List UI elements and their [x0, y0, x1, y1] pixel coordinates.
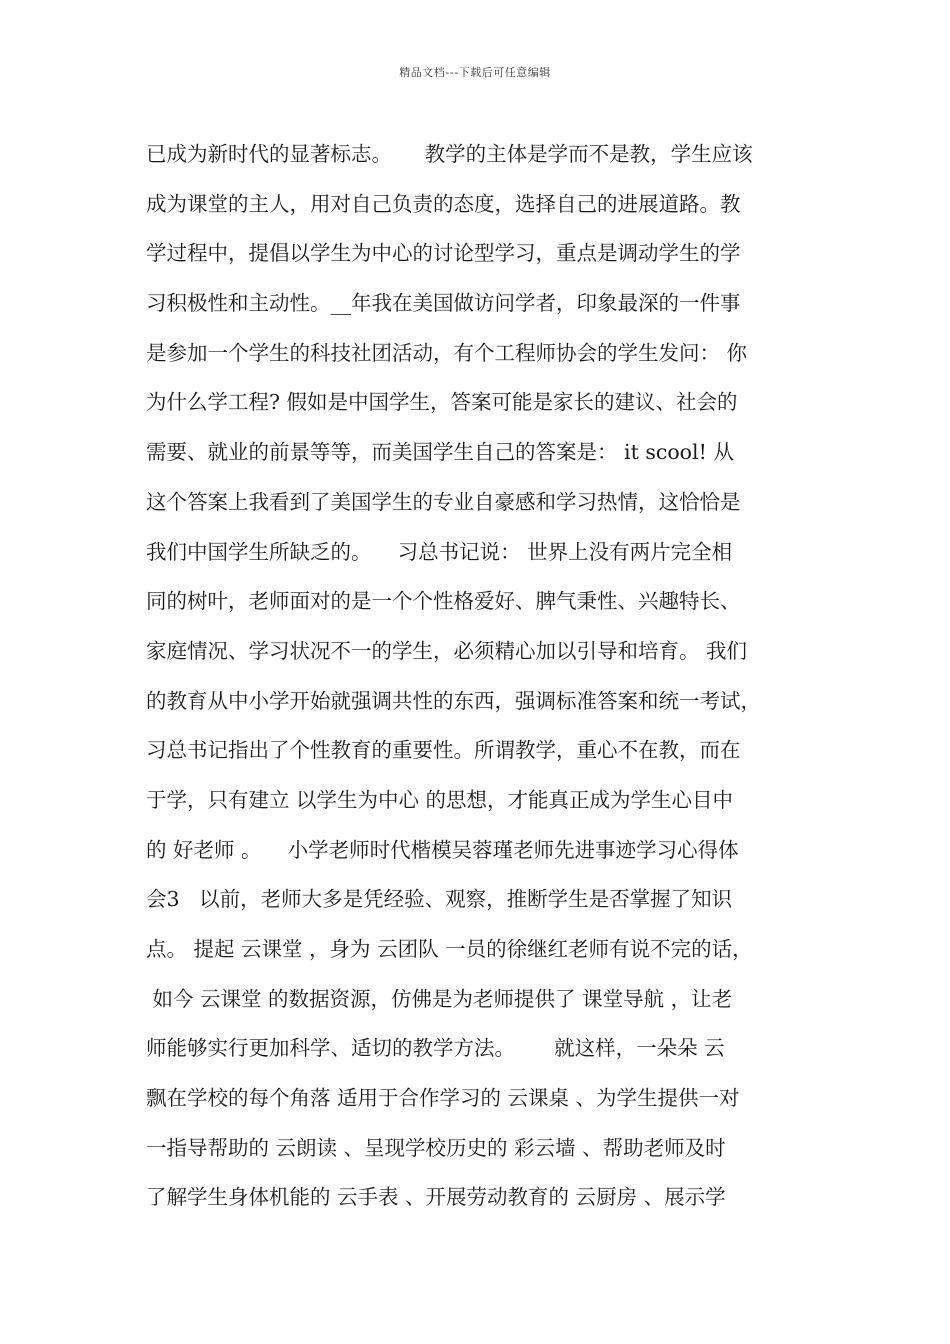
page-header: 精品文档---下载后可任意编辑 — [399, 66, 551, 79]
text-line: 学过程中，提倡以学生为中心的讨论型学习，重点是调动学生的学 — [146, 241, 741, 266]
text-line: 的教育从中小学开始就强调共性的东西，强调标准答案和统一考试， — [146, 688, 761, 713]
text-line: 的 好老师 。 小学老师时代楷模吴蓉瑾老师先进事迹学习心得体 — [146, 837, 739, 862]
text-line: 家庭情况、学习状况不一的学生，必须精心加以引导和培育。 我们 — [146, 638, 748, 663]
text-line: 一指导帮助的 云朗读 、呈现学校历史的 彩云墙 、帮助老师及时 — [146, 1135, 726, 1160]
body-text — [146, 130, 826, 1223]
text-line: 为什么学工程? 假如是中国学生，答案可能是家长的建议、社会的 — [146, 390, 738, 415]
text-line: 习总书记指出了个性教育的重要性。所谓教学，重心不在教，而在 — [146, 738, 741, 763]
text-line: 习积极性和主动性。__年我在美国做访问学者，印象最深的一件事 — [146, 291, 741, 316]
text-line: 如今 云课堂 的数据资源，仿佛是为老师提供了 课堂导航 ，让老 — [146, 986, 733, 1011]
text-line: 我们中国学生所缺乏的。 习总书记说： 世界上没有两片完全相 — [146, 539, 733, 564]
text-line: 同的树叶，老师面对的是一个个性格爱好、脾气秉性、兴趣特长、 — [146, 589, 741, 614]
text-line: 飘在学校的每个角落 适用于合作学习的 云课桌 、为学生提供一对 — [146, 1086, 740, 1111]
text-line: 点。 提起 云课堂 ，身为 云团队 一员的徐继红老师有说不完的话， — [146, 937, 753, 961]
text-line: 于学，只有建立 以学生为中心 的思想，才能真正成为学生心目中 — [146, 787, 734, 812]
text-line: 需要、就业的前景等等，而美国学生自己的答案是： it scool! 从 — [146, 440, 734, 465]
text-line: 了解学生身体机能的 云手表 、开展劳动教育的 云厨房 、展示学 — [146, 1185, 726, 1210]
text-line: 这个答案上我看到了美国学生的专业自豪感和学习热情，这恰恰是 — [146, 489, 741, 514]
text-line: 已成为新时代的显著标志。 教学的主体是学而不是教，学生应该 — [146, 142, 753, 166]
text-line: 是参加一个学生的科技社团活动，有个工程师协会的学生发问： 你 — [146, 340, 748, 365]
text-line: 会3 以前，老师大多是凭经验、观察，推断学生是否掌握了知识 — [146, 887, 733, 912]
text-line: 师能够实行更加科学、适切的教学方法。 就这样，一朵朵 云 — [146, 1036, 725, 1061]
text-line: 成为课堂的主人，用对自己负责的态度，选择自己的进展道路。教 — [146, 191, 741, 216]
